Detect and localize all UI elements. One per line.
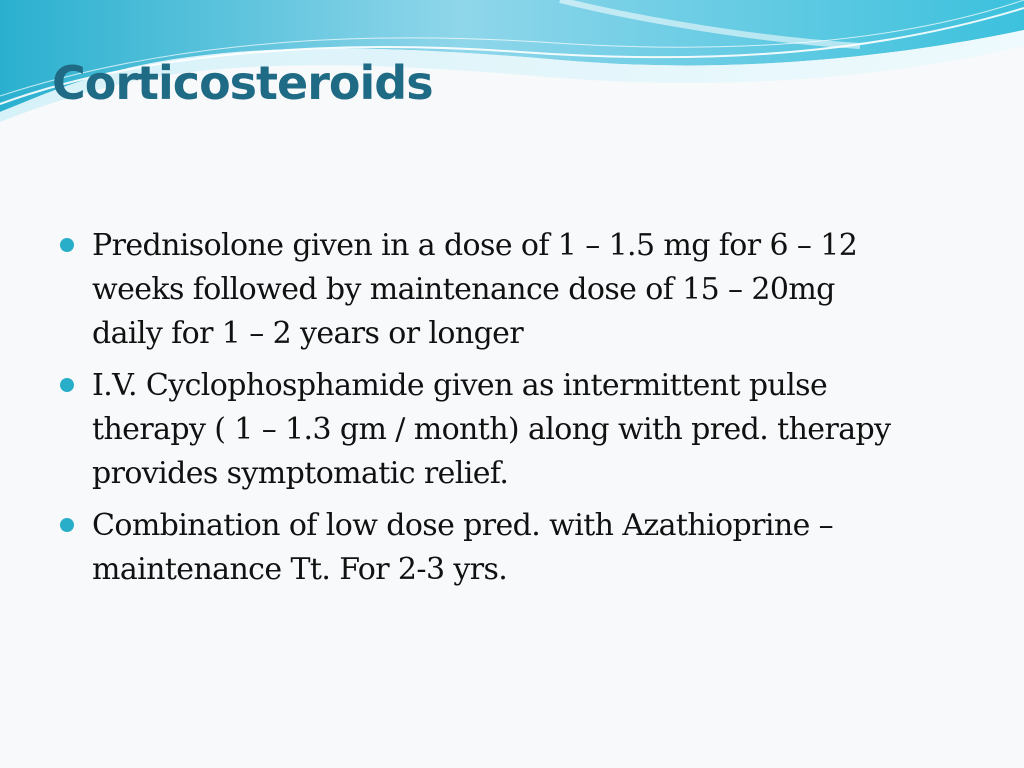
bullet-list — [60, 224, 960, 600]
bullet-dot-icon — [60, 238, 74, 252]
bullet-text-line: Prednisolone given in a dose of 1 – 1.5 mg for 6 – 12 — [92, 228, 858, 263]
bullet-text-line: daily for 1 – 2 years or longer — [92, 316, 524, 351]
bullet-dot-icon — [60, 378, 74, 392]
bullet-dot-icon — [60, 518, 74, 532]
bullet-item-prednisolone — [60, 224, 960, 356]
bullet-item-azathioprine — [60, 504, 960, 592]
bullet-text-line: provides symptomatic relief. — [92, 456, 509, 491]
bullet-text-line: weeks followed by maintenance dose of 15 – 20mg — [92, 272, 835, 307]
bullet-text-line: Combination of low dose pred. with Azathioprine – — [92, 508, 834, 543]
bullet-text-line: maintenance Tt. For 2-3 yrs. — [92, 552, 508, 587]
bullet-item-cyclophosphamide — [60, 364, 960, 496]
bullet-text-line: I.V. Cyclophosphamide given as intermittent pulse — [92, 368, 828, 403]
slide-title: Corticosteroids — [52, 56, 433, 110]
bullet-text-line: therapy ( 1 – 1.3 gm / month) along with pred. therapy — [92, 412, 891, 447]
